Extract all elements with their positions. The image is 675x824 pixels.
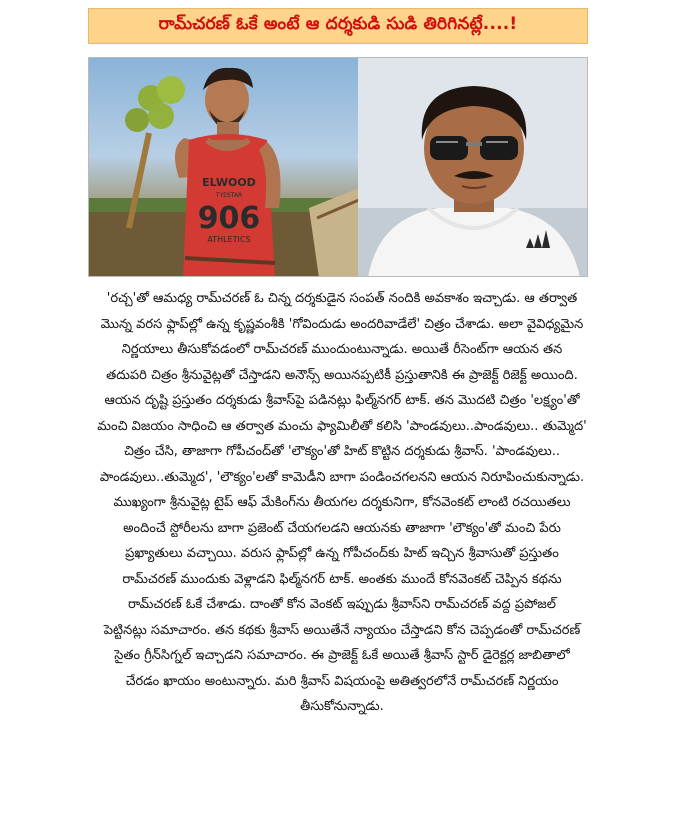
article-line: తీసుకోనున్నాడు. <box>300 699 384 714</box>
article-line: సైతం గ్రీన్‌సిగ్నల్ ఇచ్చాడని సమాచారం. ఈ ప్రాజెక్ట్ ఓకే అయితే శ్రీవాస్ స్టార్ డైరెక్టర్ల జాబితాలో <box>114 648 570 663</box>
article-line: మొన్న వరస ఫ్లాప్‌ల్లో ఉన్న కృష్ణవంశీకి 'గోవిందుడు అందరివాడేలే' చిత్రం చేశాడు. అలా వైవిధ్యమైన <box>100 316 584 332</box>
actor-photo <box>89 58 358 276</box>
shirt-text-top: ELWOOD <box>202 176 256 189</box>
article-line: నిర్ణయాలు తీసుకోవడంలో రామ్‌చరణ్ ముందుంటున్నాడు. అయితే రీసెంట్‌గా ఆయన తన <box>121 342 563 357</box>
article-line: పెట్టినట్లు సమాచారం. తన కథకు శ్రీవాస్ అయితేనే న్యాయం చేస్తాడని కోన చెప్పడంతో రామ్‌చరణ్ <box>103 622 581 638</box>
headline-banner <box>88 8 588 44</box>
article-line: ముఖ్యంగా శ్రీనువైట్ల టైప్ ఆఫ్ మేకింగ్‌ను తీయగల దర్శకునిగా, కోనవెంకట్ లాంటి రచయితలు <box>113 495 571 510</box>
article-line: చిత్రం చేసి, తాజాగా గోపీచంద్‌తో 'లౌక్యం'తో హిట్ కొట్టిన దర్శకుడు శ్రీవాస్. 'పాండవులు.. <box>123 444 561 459</box>
article-body <box>22 286 662 720</box>
article-line: రామ్‌చరణ్ ఓకే చేశాడు. దాంతో కోన వెంకట్ ఇప్పుడు శ్రీవాస్‌ని రామ్‌చరణ్ వద్ద ప్రపోజల్ <box>127 597 557 612</box>
article-line: ప్రఖ్యాతులు వచ్చాయి. వరుస ఫ్లాప్‌ల్లో ఉన్న గోపీచంద్‌కు హిట్ ఇచ్చిన శ్రీవాసుతో ప్రస్తుతం <box>125 546 559 561</box>
article-line: తదుపరి చిత్రం శ్రీనువైట్లతో చేస్తాడని అనౌన్స్ అయినప్పటికీ ప్రస్తుతానికి ఈ ప్రాజెక్ట్ రిజెక్ట్ అయింది. <box>106 367 578 383</box>
shirt-text-bottom: ATHLETICS <box>207 235 251 244</box>
shirt-number: 906 <box>197 201 261 236</box>
article-line: రామ్‌చరణ్ ముందుకు వెళ్లాడని ఫిల్మ్‌నగర్ టాక్. అంతకు ముందే కోనవెంకట్ చెప్పిన కథను <box>122 571 562 587</box>
photo-collage <box>88 57 588 277</box>
headline: రామ్‌చరణ్ ఓకే అంటే ఆ దర్శకుడి సుడి తిరిగినట్లే....! <box>158 14 518 34</box>
article-line: అందించే స్టోరీలను బాగా ప్రజెంట్ చేయగలడని ఆయనకు తాజాగా 'లౌక్యం'తో మంచి పేరు <box>123 520 561 536</box>
article-line: 'రచ్చ'తో ఆమధ్య రామ్‌చరణ్ ఓ చిన్న దర్శకుడైన సంపత్ నందికి అవకాశం ఇచ్చాడు. ఆ తర్వాత <box>106 291 578 306</box>
actor-illustration <box>89 58 358 276</box>
director-photo <box>358 58 587 276</box>
article-line: ఆయన దృష్టి ప్రస్తుతం దర్శకుడు శ్రీవాస్‌పై పడినట్లు ఫిల్మ్‌నగర్ టాక్. తన మొదటి చిత్రం 'లక్ష్యం'తో <box>104 393 580 408</box>
director-illustration <box>358 58 587 276</box>
article-line: పాండవులు..తుమ్మెద', 'లౌక్యం'లతో కామెడీని బాగా పండించగలనని ఆయన నిరూపించుకున్నాడు. <box>99 469 585 485</box>
article-line: చేరడం ఖాయం అంటున్నారు. మరి శ్రీవాస్ విషయంపై అతిత్వరలోనే రామ్‌చరణ్ నిర్ణయం <box>125 673 559 689</box>
article-line: మంచి విజయం సాధించి ఆ తర్వాత మంచు ఫ్యామిలీతో కలిసి 'పాండవులు..పాండవులు.. తుమ్మెద' <box>97 418 587 434</box>
shirt-text-small: TYESTAR <box>215 192 243 199</box>
